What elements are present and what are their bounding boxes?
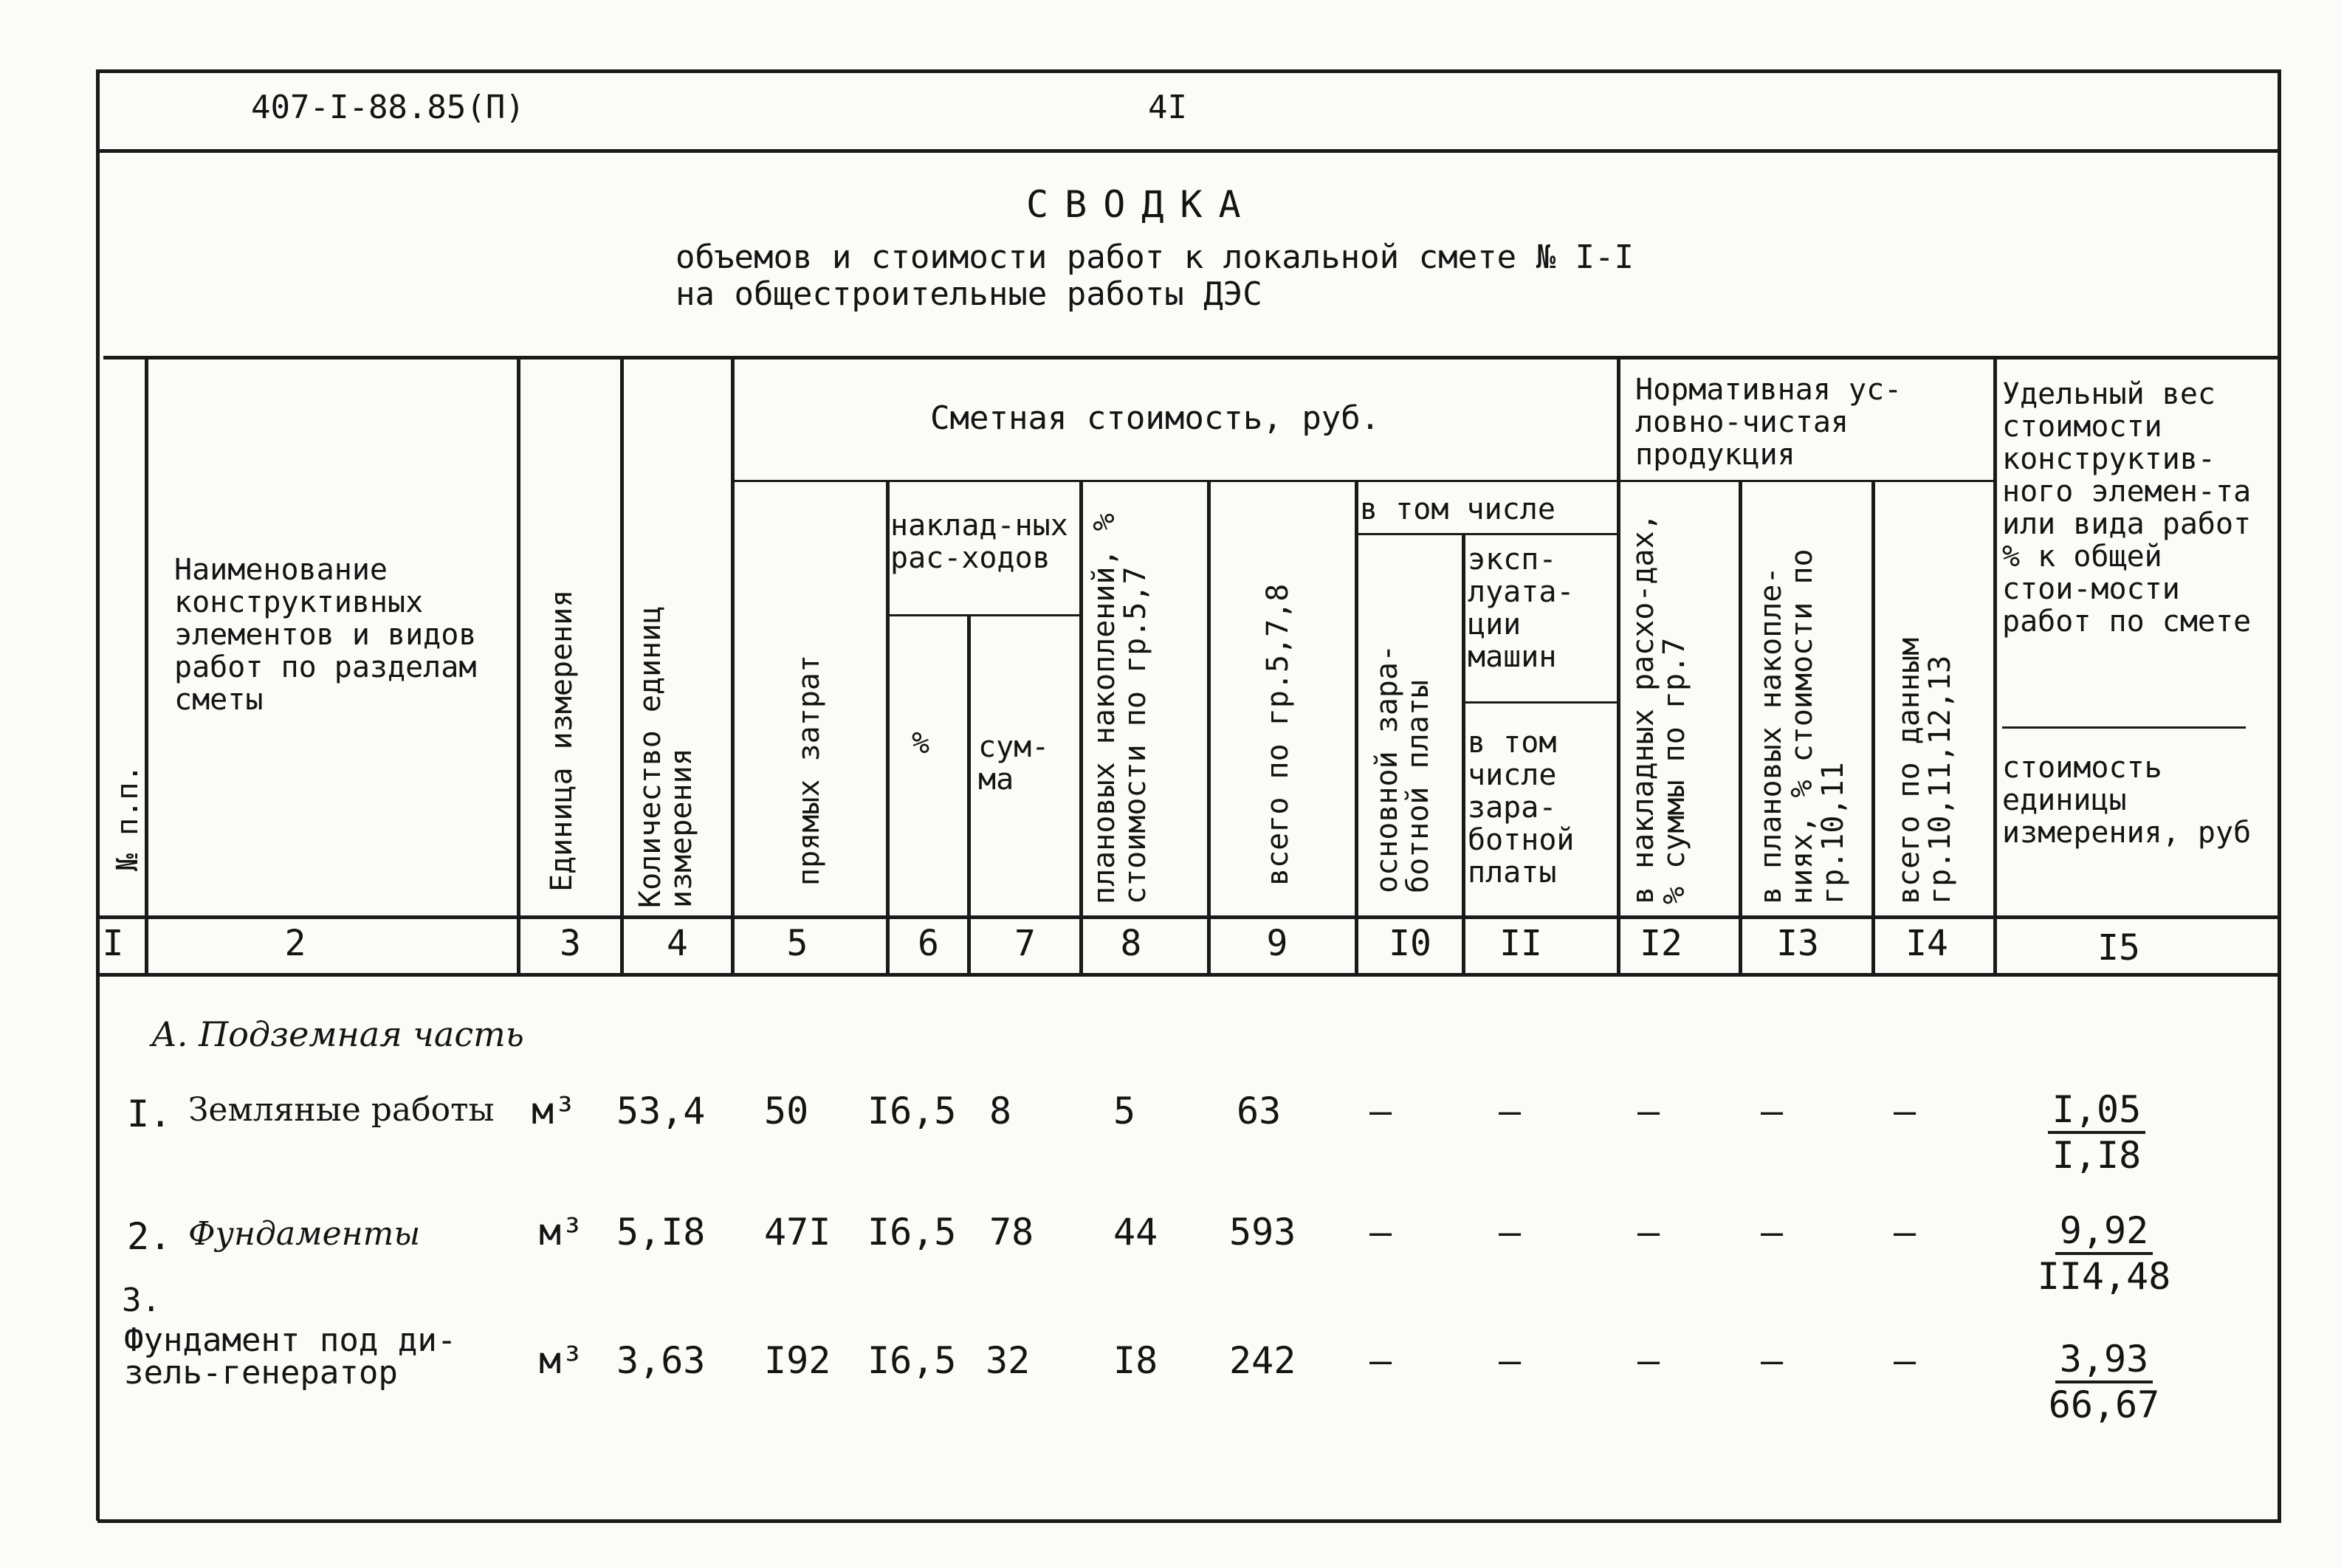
colnum-5: 5 <box>786 923 808 964</box>
row-qty: 53,4 <box>616 1090 706 1132</box>
row-total: 242 <box>1229 1339 1296 1382</box>
overhead-group-line <box>886 614 1079 616</box>
row-qty: 5,I8 <box>616 1211 706 1254</box>
group-incl-title: в том числе <box>1360 492 1555 526</box>
col-header-13: в плановых накопле-ниях, % стоимости по гр.10,11 <box>1754 549 1850 904</box>
colnum-9: 9 <box>1266 923 1288 964</box>
col-header-6: % <box>912 726 930 760</box>
row-weight-percent: 3,93 <box>2055 1338 2153 1383</box>
group-norm-title: Нормативная ус-ловно-чистая продукция <box>1635 373 1902 472</box>
col-line-6 <box>967 614 971 973</box>
colnum-4: 4 <box>667 923 688 964</box>
row-direct: 50 <box>764 1090 809 1132</box>
row-unit: м³ <box>539 1339 584 1382</box>
row-weight-percent: I,05 <box>2048 1088 2145 1134</box>
col-line-11 <box>1617 356 1620 973</box>
row-unit-cost: II4,48 <box>2037 1255 2171 1298</box>
col-header-15-bottom: стоимость единицы измерения, руб <box>2002 751 2252 850</box>
row-pct: I6,5 <box>867 1090 957 1132</box>
col-line-10 <box>1462 533 1465 973</box>
incl-group-line <box>1355 533 1617 535</box>
document-subtitle-2: на общестроительные работы ДЭС <box>676 275 1262 313</box>
numbers-bottom-line <box>96 973 2278 977</box>
row-c13: – <box>1761 1339 1784 1382</box>
colnum-12: I2 <box>1640 923 1682 964</box>
frame-bottom <box>97 1519 2281 1523</box>
colnum-7: 7 <box>1014 923 1036 964</box>
row-c11: – <box>1499 1090 1522 1132</box>
col-header-5: прямых затрат <box>792 654 826 886</box>
row-weight-percent: 9,92 <box>2055 1209 2153 1255</box>
page-number: 4I <box>1148 89 1187 126</box>
col-header-2: Наименование конструктивных элементов и видов работ по разделам сметы <box>174 553 477 717</box>
row-pct: I6,5 <box>867 1211 957 1254</box>
row-c13: – <box>1761 1090 1784 1132</box>
c15-split-line <box>2002 726 2246 729</box>
header-bottom-line <box>96 915 2278 919</box>
row-plan: I8 <box>1113 1339 1158 1382</box>
col-header-8: плановых накоплений, % стоимости по гр.5,7 <box>1087 513 1152 904</box>
row-plan: 5 <box>1113 1090 1136 1132</box>
row-name: Фундамент под ди-зель-генератор <box>124 1321 457 1392</box>
row-name: Фундаменты <box>188 1215 421 1253</box>
col-line-3 <box>620 356 624 973</box>
row-number: 3. <box>122 1282 161 1319</box>
row-direct: I92 <box>764 1339 831 1382</box>
row-c12: – <box>1637 1211 1660 1254</box>
col-line-4 <box>731 356 735 973</box>
group-overhead-title: наклад-ных рас-ходов <box>890 509 1068 575</box>
colnum-13: I3 <box>1776 923 1819 964</box>
header-divider <box>96 149 2281 153</box>
colnum-14: I4 <box>1905 923 1948 964</box>
col-header-15-top: Удельный вес стоимости конструктив-ного элемен-та или вида работ % к общей стои-мости работ по смете <box>2002 377 2252 639</box>
table-top-line <box>103 356 2278 360</box>
colnum-1: I <box>102 923 124 964</box>
col-header-7: сум-ма <box>978 730 1050 797</box>
col-header-10: основной зара-ботной платы <box>1370 644 1435 893</box>
col-header-1: № п.п. <box>111 764 145 871</box>
frame-left <box>96 69 100 1521</box>
row-c11: – <box>1499 1339 1522 1382</box>
col-line-9 <box>1355 480 1358 973</box>
col-header-14: всего по данным гр.10,11,12,13 <box>1892 637 1957 904</box>
document-subtitle-1: объемов и стоимости работ к локальной смете № I-I <box>676 238 1634 276</box>
group-cost-title: Сметная стоимость, руб. <box>930 399 1381 437</box>
row-unit: м³ <box>532 1090 577 1132</box>
row-total: 63 <box>1237 1090 1282 1132</box>
frame-top <box>96 69 2281 73</box>
section-title: А. Подземная часть <box>151 1014 524 1054</box>
row-qty: 3,63 <box>616 1339 706 1382</box>
col-line-5 <box>886 480 890 973</box>
frame-right <box>2278 69 2281 1521</box>
cost-group-line <box>731 480 1617 482</box>
col-header-11-bottom: в том числе зара-ботной платы <box>1468 726 1575 890</box>
col-line-14 <box>1993 356 1997 973</box>
col-header-4: Количество единиц измерения <box>633 605 698 908</box>
colnum-2: 2 <box>284 923 306 964</box>
row-number: 2. <box>127 1215 172 1258</box>
row-c10: – <box>1369 1211 1392 1254</box>
row-weight <box>2008 1209 2200 1298</box>
row-pct: I6,5 <box>867 1339 957 1382</box>
row-c14: – <box>1894 1339 1917 1382</box>
norm-group-line <box>1617 480 1993 482</box>
col-header-11-top: эксп-луата-ции машин <box>1468 543 1575 674</box>
row-c10: – <box>1369 1339 1392 1382</box>
document-title: СВОДКА <box>1026 183 1257 226</box>
colnum-10: I0 <box>1389 923 1431 964</box>
row-unit-cost: I,I8 <box>2052 1134 2142 1177</box>
row-direct: 47I <box>764 1211 831 1254</box>
colnum-11: II <box>1499 923 1542 964</box>
col-header-12: в накладных расхо-дах, % суммы по гр.7 <box>1626 513 1691 904</box>
col-header-3: Единица измерения <box>545 589 579 892</box>
colnum-8: 8 <box>1120 923 1142 964</box>
col-line-12 <box>1739 480 1742 973</box>
row-name: Земляные работы <box>188 1091 495 1129</box>
colnum-6: 6 <box>918 923 939 964</box>
col-line-2 <box>517 356 520 973</box>
col-line-1 <box>145 356 148 973</box>
row-weight <box>2008 1338 2200 1426</box>
row-c12: – <box>1637 1090 1660 1132</box>
row-c14: – <box>1894 1211 1917 1254</box>
row-sum: 78 <box>989 1211 1034 1254</box>
row-c13: – <box>1761 1211 1784 1254</box>
row-sum: 32 <box>986 1339 1031 1382</box>
row-unit-cost: 66,67 <box>2048 1383 2160 1426</box>
row-number: I. <box>127 1093 172 1135</box>
c11-split-line <box>1462 701 1617 704</box>
row-c14: – <box>1894 1090 1917 1132</box>
row-c10: – <box>1369 1090 1392 1132</box>
row-total: 593 <box>1229 1211 1296 1254</box>
row-plan: 44 <box>1113 1211 1158 1254</box>
col-line-13 <box>1871 480 1875 973</box>
row-c11: – <box>1499 1211 1522 1254</box>
row-sum: 8 <box>989 1090 1012 1132</box>
row-c12: – <box>1637 1339 1660 1382</box>
col-line-7 <box>1079 480 1083 973</box>
col-line-8 <box>1207 480 1211 973</box>
row-weight <box>2001 1088 2193 1177</box>
col-header-9: всего по гр.5,7,8 <box>1261 583 1295 886</box>
colnum-3: 3 <box>560 923 581 964</box>
colnum-15: I5 <box>2097 927 2140 969</box>
doc-code: 407-I-88.85(П) <box>251 89 525 126</box>
row-unit: м³ <box>539 1211 584 1254</box>
